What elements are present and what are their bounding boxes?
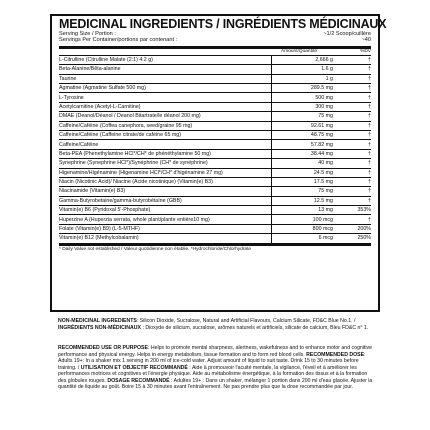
ingredient-amount: 48.75 mg xyxy=(271,131,337,139)
ingredient-dv: † xyxy=(368,103,371,110)
non-medicinal-ingredients xyxy=(58,318,374,331)
ingredient-table xyxy=(59,56,371,244)
ingredient-amount: 17.5 mg xyxy=(271,178,337,186)
recommended-use xyxy=(58,345,374,391)
recommended-heading: RECOMMENDED USE OR PURPOSE xyxy=(58,345,148,351)
ingredient-dv: † xyxy=(368,216,371,223)
ingredient-dv: † xyxy=(368,66,371,73)
servings-label: Servings Per Container/portions par contenant : xyxy=(59,37,178,44)
servings-value: ~40 xyxy=(361,37,371,44)
ingredient-row xyxy=(59,140,371,149)
ingredient-row xyxy=(59,103,371,112)
ingredient-row xyxy=(59,234,371,243)
ingredient-amount: 92.61 mg xyxy=(271,122,337,130)
ingredient-name: Synephrine (Synephrine HCl*)/Synéphrine (CH* de synéphrine) xyxy=(59,160,208,167)
non-medicinal-heading-fr: INGRÉDIENTS NON-MÉDICINAUX xyxy=(58,324,142,331)
ingredient-dv: † xyxy=(368,169,371,176)
ingredient-name: Niacinamide (Vitamin(e) B3) xyxy=(59,188,126,195)
ingredient-dv: † xyxy=(368,57,371,63)
ingredient-name: L-Tyrosine xyxy=(59,94,84,101)
ingredient-name: DMAE (Deanol/Déanol / Deanol Bitartrate/le déanol 200 mg) xyxy=(59,113,201,120)
ingredient-amount: 12.5 mg xyxy=(271,197,337,205)
ingredient-name: Niacin (Nicotinic Acid)/ Niacine (Acide nicotinique) (Vitamin(e) B3) xyxy=(59,179,213,186)
ingredient-dv: 200% xyxy=(357,226,371,233)
ingredient-row xyxy=(59,84,371,93)
column-header xyxy=(59,49,371,56)
ingredient-amount: 1 g xyxy=(271,75,337,83)
ingredient-row xyxy=(59,197,371,206)
non-medicinal-heading: NON-MEDICINAL INGREDIENTS xyxy=(58,318,137,324)
ingredient-dv: † xyxy=(368,122,371,129)
ingredient-row xyxy=(59,178,371,187)
ingredient-name: Taurine xyxy=(59,75,77,82)
ingredient-amount: 1.6 g xyxy=(271,65,337,73)
ingredient-row xyxy=(59,169,371,178)
ingredient-dv: † xyxy=(368,75,371,82)
ingredient-row xyxy=(59,122,371,131)
ingredient-dv: 250% xyxy=(357,235,371,242)
ingredient-amount: 289.5 mg xyxy=(271,84,337,92)
ingredient-dv: † xyxy=(368,132,371,139)
ingredient-name: Beta-PEA (Phenethylamine HCl*/CH* de phénéthylamine 50 mg) xyxy=(59,150,211,157)
ingredient-dv: † xyxy=(368,150,371,157)
recommended-text: : Helps to promote mental sharpness, alertness, wakefulness and to enhance motor and cognitive performance and physical energy. Helps in energy metabolism, tissue formation and to form red blood cells. xyxy=(58,345,372,358)
ingredient-name: L-Citrulline (Citrulline Malate (2:1) 4.2 g) xyxy=(59,57,153,63)
ingredient-name: Acetylcarnitine (Acetyl-L-Carnitine) xyxy=(59,103,141,110)
ingredient-dv: † xyxy=(368,85,371,92)
ingredient-amount: 2,666 g xyxy=(271,56,337,64)
ingredient-row xyxy=(59,159,371,168)
ingredient-dv: † xyxy=(368,141,371,148)
ingredient-row xyxy=(59,215,371,224)
ingredient-amount: 800 mcg xyxy=(271,225,337,233)
ingredient-amount: 24.5 mg xyxy=(271,169,337,177)
ingredient-amount: 6 mcg xyxy=(271,234,337,242)
servings-per-container-row xyxy=(59,37,371,43)
ingredient-row xyxy=(59,187,371,196)
ingredient-row xyxy=(59,75,371,84)
recommended-heading-fr: UTILISATION ET OBJECTIF RECOMMANDÉ xyxy=(80,364,188,371)
serving-size-label: Serving Size / Portion : xyxy=(59,31,116,37)
ingredient-name: Vitamin(e) B12 (Methylcobalamin) xyxy=(59,235,139,242)
ingredient-row xyxy=(59,56,371,65)
recommended-dose-text-fr: : Adultes 19+ : Dans un shaker, mélanger 1 portion dans 200 ml d'eau glacée. Ajuster la quantité de liquide au goût. Boire 15 à 30 minutes avant l'entraînement. Ne pas prendre plus que la dose recommandée par jour. xyxy=(58,377,373,390)
ingredient-name: Caffeine/Caféine xyxy=(59,141,99,148)
ingredient-amount: 75 mg xyxy=(271,187,337,195)
ingredient-amount: 57.82 mg xyxy=(271,140,337,148)
ingredient-name: Caffeine/Caféine (Caffeine citrate/de caféine 65 mg) xyxy=(59,132,181,139)
ingredient-row xyxy=(59,65,371,74)
ingredient-row xyxy=(59,93,371,102)
non-medicinal-text: : Silicon Dioxide, Sucralose, Natural and Artificial Flavours, Calcium Silicate, FD&C Blue No.1. / xyxy=(136,318,356,324)
ingredient-dv: † xyxy=(368,160,371,167)
ingredient-dv: † xyxy=(368,197,371,204)
ingredient-name: Folate (Vitamin(e) B9) (L-5-MTHF) xyxy=(59,226,140,233)
ingredient-row xyxy=(59,150,371,159)
ingredient-dv: † xyxy=(368,179,371,186)
ingredient-row xyxy=(59,225,371,234)
recommended-dose-heading-fr: DOSAGE RECOMMANDÉ xyxy=(107,377,170,384)
ingredient-dv: † xyxy=(368,113,371,120)
ingredient-amount: 300 mg xyxy=(271,103,337,111)
ingredient-name: Beta-Alanine/Bêta-alanine xyxy=(59,66,121,73)
dv-column-header: %DV xyxy=(360,48,371,54)
ingredient-dv: † xyxy=(368,188,371,195)
ingredient-row xyxy=(59,206,371,215)
ingredient-name: Caffeine/Caféine (Coffea canephora, seed/graine 95 mg) xyxy=(59,122,193,129)
ingredient-amount: 500 mg xyxy=(271,93,337,101)
ingredient-name: Agmatine (Agmatine Sulfate 500 mg) xyxy=(59,85,146,92)
recommended-dose-text: : Adults 19+: In a shaker mix 1 serving in 200 ml of ice-cold water. Adjust amount of liquid to suit taste. Drink 15 to 30 minutes before training. / xyxy=(58,351,366,371)
ingredient-amount: 38.44 mg xyxy=(271,150,337,158)
serving-size-value: ~1/2 Scoop/cuillère xyxy=(323,31,371,37)
ingredient-name: Vitamin(e) B6 (Pyridoxal 5'-Phosphate) xyxy=(59,207,151,214)
ingredient-dv: 353% xyxy=(357,207,371,214)
ingredient-dv: † xyxy=(368,94,371,101)
recommended-text-fr: : Aide à promouvoir l'acuité mentale, la vigilance, l'éveil et à améliorer les performances motrices et cognitives et l'énergie physique. Aide au métabolisme énergétique, à la formation des tissus et à la formation des globules rouges. xyxy=(58,364,368,384)
non-medicinal-text-fr: : Dioxyde de silicium, sucralose, arômes naturels et artificiels, silicate de calcium, Bleu FD&C n° 1. xyxy=(141,324,369,331)
ingredient-name: Gamma-Butyrobetaine/gamma-butyrobétaïne (GBB) xyxy=(59,197,182,204)
ingredient-name: Higenamine/Higénamine (Higenamine HCl*/CH* d'higénamine 27 mg) xyxy=(59,169,223,176)
ingredient-amount: 40 mg xyxy=(271,159,337,167)
ingredient-amount: 13 mg xyxy=(271,206,337,214)
panel-title: MEDICINAL INGREDIENTS / INGRÉDIENTS MÉDICINAUX xyxy=(59,17,387,31)
supplement-facts-panel xyxy=(50,14,387,312)
ingredient-row xyxy=(59,112,371,121)
ingredient-amount: 75 mg xyxy=(271,112,337,120)
ingredient-row xyxy=(59,131,371,140)
ingredient-amount: 100 mcg xyxy=(271,215,337,223)
footnote: * Daily Value not established / Valeur quotidienne non établie. *Hydrochloride/Chlorhydrate xyxy=(59,244,371,252)
amount-column-header: Amount/Quantité xyxy=(281,48,317,54)
recommended-dose-heading: RECOMMENDED DOSE xyxy=(306,351,365,358)
ingredient-name: Huperzine A (Huperzia serrata, whole plant/plante entière10 mg) xyxy=(59,216,210,223)
